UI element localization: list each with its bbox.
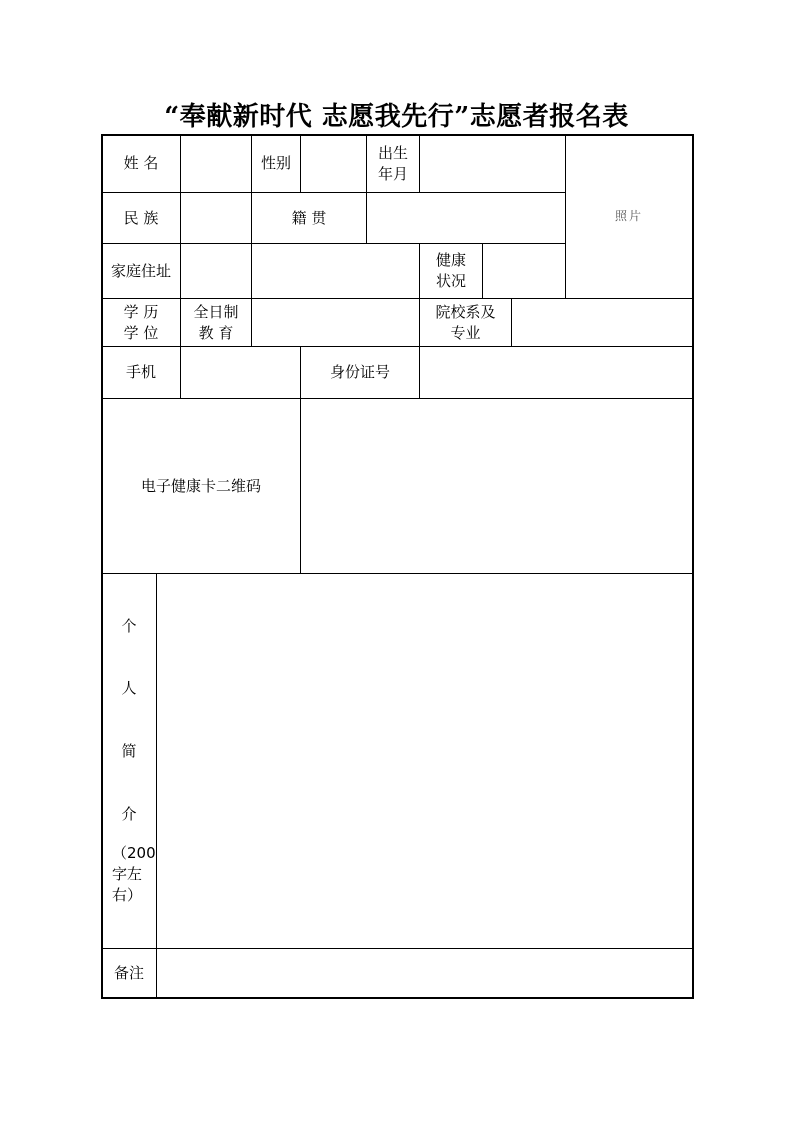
intro-char-1: 个 [121, 617, 137, 635]
label-remarks: 备注 [113, 963, 144, 982]
label-health-status: 健康 状况 [435, 251, 466, 290]
field-personal-intro[interactable] [157, 574, 692, 948]
table-border-bottom [101, 997, 694, 999]
label-name: 姓 名 [123, 154, 159, 172]
field-health-qr-code[interactable] [301, 399, 692, 573]
form-title: “奉献新时代 志愿我先行”志愿者报名表 [164, 102, 629, 132]
label-id-number: 身份证号 [329, 363, 390, 381]
field-native-place[interactable] [367, 193, 565, 243]
field-school-major[interactable] [512, 299, 692, 346]
label-health-qr-code: 电子健康卡二维码 [140, 476, 261, 495]
intro-char-4: 介 [121, 805, 137, 823]
intro-char-2: 人 [121, 679, 137, 697]
field-remarks[interactable] [157, 949, 692, 997]
intro-length-hint: （200 字左 右） [112, 844, 156, 904]
field-ethnicity[interactable] [181, 193, 251, 243]
field-gender[interactable] [301, 135, 366, 192]
field-name[interactable] [181, 135, 251, 192]
table-border-right [692, 134, 694, 999]
label-gender: 性别 [260, 154, 291, 172]
label-school-major: 院校系及 专业 [435, 302, 496, 342]
intro-char-3: 简 [121, 742, 137, 760]
label-education-degree: 学 历 学 位 [123, 302, 159, 342]
label-ethnicity: 民 族 [123, 208, 159, 227]
label-birth-date: 出生 年月 [377, 143, 408, 183]
field-id-number[interactable] [420, 347, 692, 398]
field-health-status[interactable] [483, 244, 565, 298]
label-home-address: 家庭住址 [110, 261, 171, 280]
field-education[interactable] [252, 299, 419, 346]
label-native-place: 籍 贯 [291, 208, 327, 227]
field-home-address[interactable] [181, 244, 419, 298]
label-fulltime-education: 全日制 教 育 [193, 302, 239, 342]
photo-placeholder[interactable]: 照片 [614, 209, 643, 223]
field-birth-date[interactable] [420, 135, 565, 192]
label-phone: 手机 [125, 363, 156, 381]
field-phone[interactable] [181, 347, 300, 398]
